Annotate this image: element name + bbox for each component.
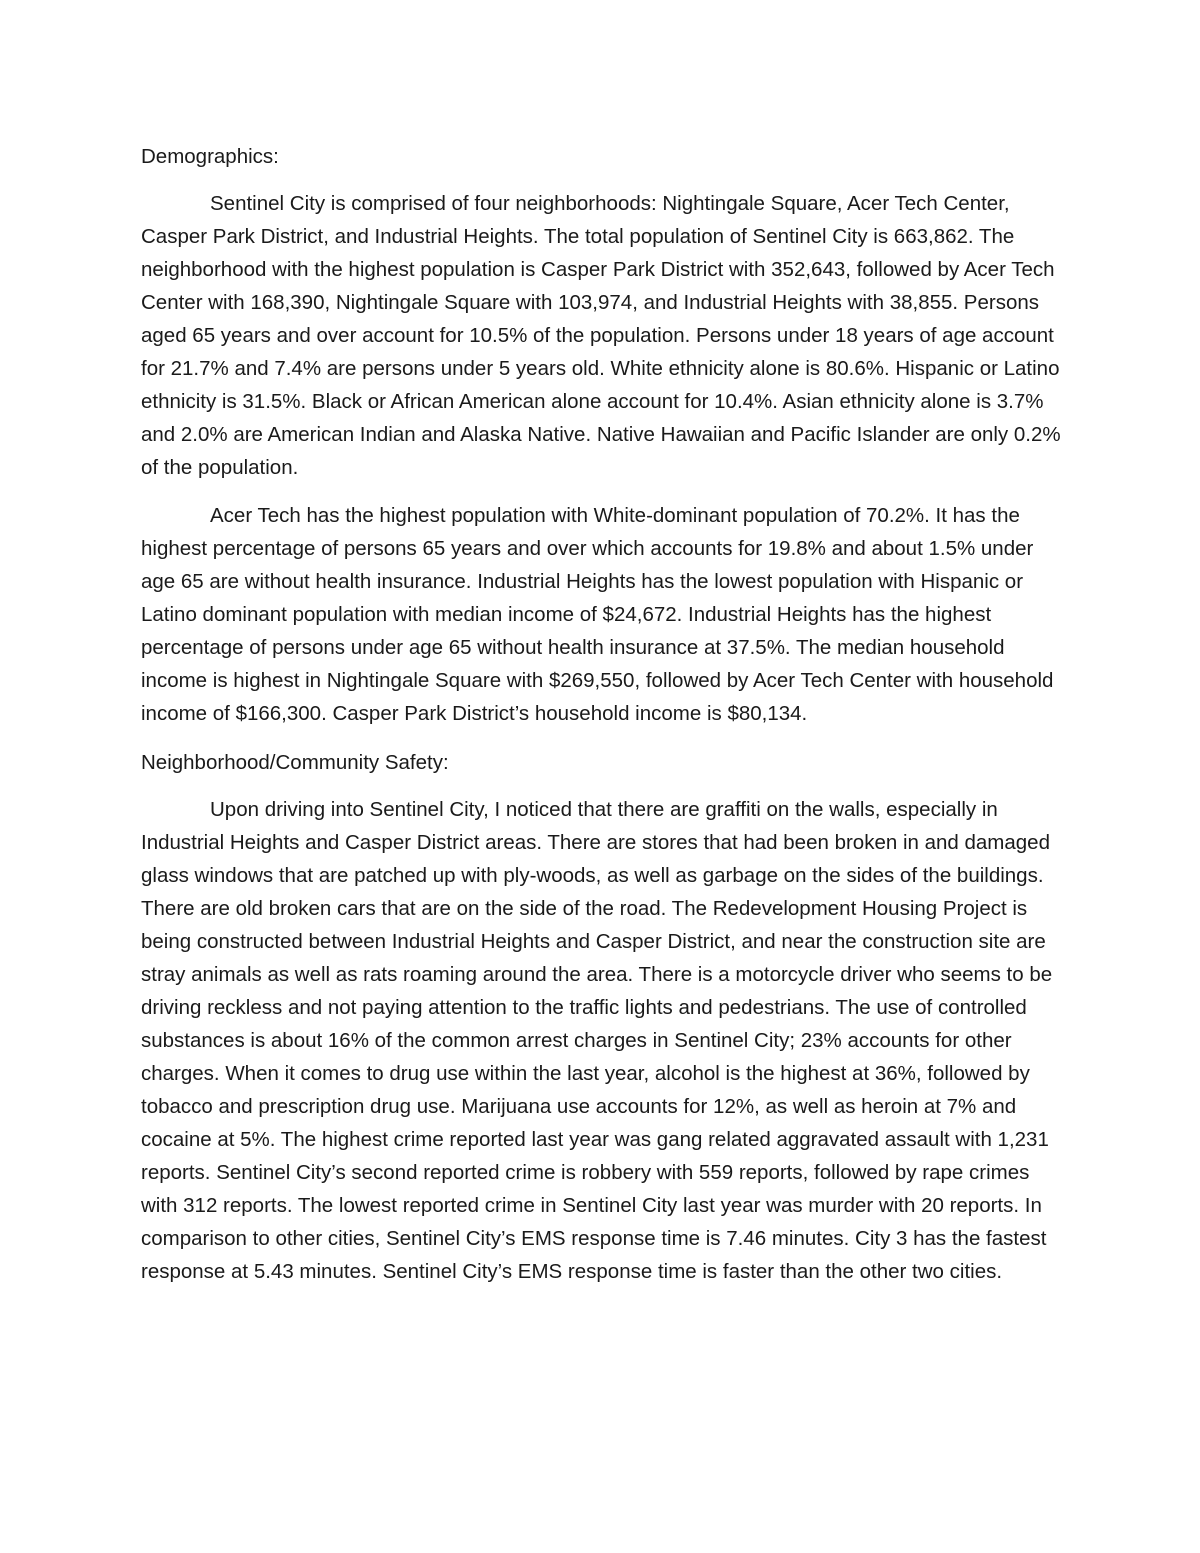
safety-paragraph-1: Upon driving into Sentinel City, I noticed that there are graffiti on the walls, especially in Industrial Heights and Casper District areas. There are stores that had been broken in and damaged glass windows that are patched up with ply-woods, as well as garbage on the sides of the buildings. There are old broken cars that are on the side of the road. The Redevelopment Housing Project is being constructed between Industrial Heights and Casper District, and near the construction site are stray animals as well as rats roaming around the area. There is a motorcycle driver who seems to be driving reckless and not paying attention to the traffic lights and pedestrians. The use of controlled substances is about 16% of the common arrest charges in Sentinel City; 23% accounts for other charges. When it comes to drug use within the last year, alcohol is the highest at 36%, followed by tobacco and prescription drug use. Marijuana use accounts for 12%, as well as heroin at 7% and cocaine at 5%. The highest crime reported last year was gang related aggravated assault with 1,231 reports. Sentinel City’s second reported crime is robbery with 559 reports, followed by rape crimes with 312 reports. The lowest reported crime in Sentinel City last year was murder with 20 reports. In comparison to other cities, Sentinel City’s EMS response time is 7.46 minutes. City 3 has the fastest response at 5.43 minutes. Sentinel City’s EMS response time is faster than the other two cities. (141, 798, 1053, 1283)
demographics-paragraph-2: Acer Tech has the highest population with White-dominant population of 70.2%. It has the highest percentage of persons 65 years and over which accounts for 19.8% and about 1.5% under age 65 are without health insurance. Industrial Heights has the lowest population with Hispanic or Latino dominant population with median income of $24,672. Industrial Heights has the highest percentage of persons under age 65 without health insurance at 37.5%. The median household income is highest in Nightingale Square with $269,550, followed by Acer Tech Center with household income of $166,300. Casper Park District’s household income is $80,134. (141, 504, 1054, 725)
demographics-paragraph-1: Sentinel City is comprised of four neighborhoods: Nightingale Square, Acer Tech Center, Casper Park District, and Industrial Heights. The total population of Sentinel City is 663,862. The neighborhood with the highest population is Casper Park District with 352,643, followed by Acer Tech Center with 168,390, Nightingale Square with 103,974, and Industrial Heights with 38,855. Persons aged 65 years and over account for 10.5% of the population. Persons under 18 years of age account for 21.7% and 7.4% are persons under 5 years old. White ethnicity alone is 80.6%. Hispanic or Latino ethnicity is 31.5%. Black or African American alone account for 10.4%. Asian ethnicity alone is 3.7% and 2.0% are American Indian and Alaska Native. Native Hawaiian and Pacific Islander are only 0.2% of the population. (141, 192, 1061, 479)
section-heading-demographics: Demographics: (141, 145, 279, 168)
section-heading-safety: Neighborhood/Community Safety: (141, 751, 449, 774)
document-body (141, 140, 1061, 1288)
